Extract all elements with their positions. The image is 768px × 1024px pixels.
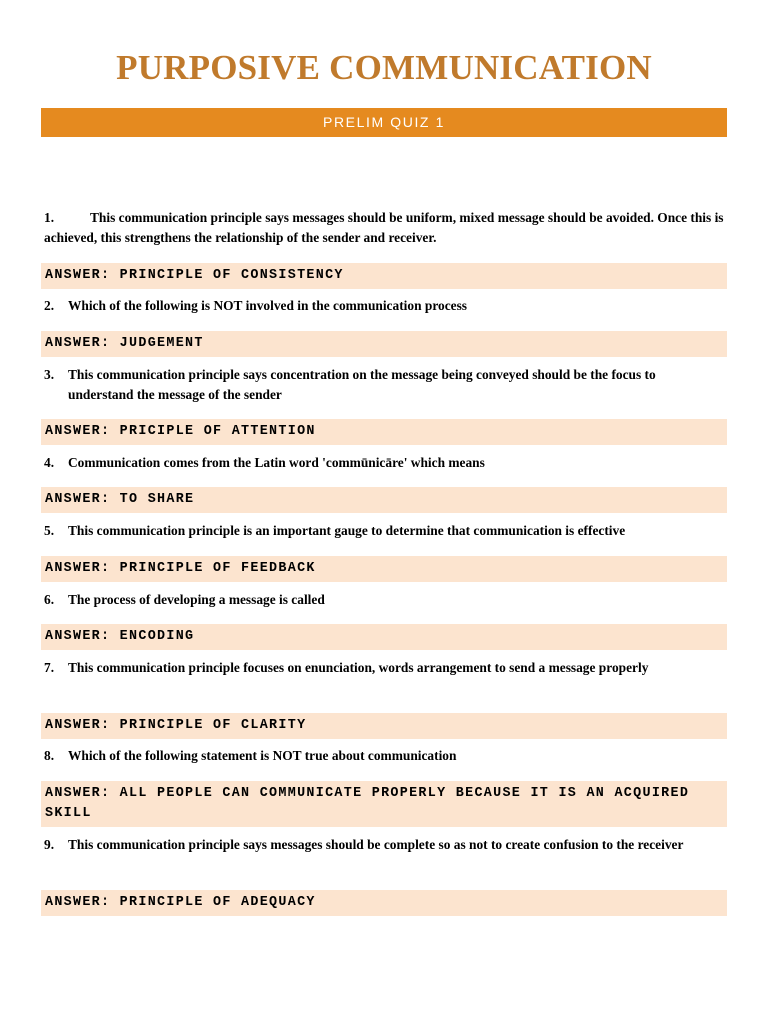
question-text: This communication principle says messages should be complete so as not to create confusion to the receiver xyxy=(68,837,684,852)
answer-bar: ANSWER: PRICIPLE OF ATTENTION xyxy=(41,419,727,445)
question-text: The process of developing a message is called xyxy=(68,592,325,607)
question-item xyxy=(44,365,724,405)
question-number: 7. xyxy=(44,660,55,675)
question-number: 4. xyxy=(44,455,55,470)
question-number: 2. xyxy=(44,298,55,313)
question-text: This communication principle says concentration on the message being conveyed should be the focus to understand the message of the sender xyxy=(68,367,656,402)
answer-bar: ANSWER: TO SHARE xyxy=(41,487,727,513)
question-item xyxy=(44,521,724,541)
question-item xyxy=(44,296,724,316)
question-item xyxy=(44,590,724,610)
answer-bar: ANSWER: PRINCIPLE OF FEEDBACK xyxy=(41,556,727,582)
answer-bar: ANSWER: PRINCIPLE OF CLARITY xyxy=(41,713,727,739)
question-item xyxy=(44,658,724,678)
question-number: 5. xyxy=(44,523,55,538)
question-item xyxy=(44,835,724,855)
question-number: 3. xyxy=(44,367,55,382)
answer-bar: ANSWER: JUDGEMENT xyxy=(41,331,727,357)
page-title: PURPOSIVE COMMUNICATION xyxy=(116,48,652,87)
question-text: Which of the following statement is NOT true about communication xyxy=(68,748,457,763)
question-number: 1. xyxy=(44,210,55,225)
question-text: This communication principle is an important gauge to determine that communication is effective xyxy=(68,523,626,538)
question-item xyxy=(44,746,724,766)
answer-bar: ANSWER: PRINCIPLE OF ADEQUACY xyxy=(41,890,727,916)
answer-bar: ANSWER: ENCODING xyxy=(41,624,727,650)
question-item xyxy=(44,208,724,248)
question-number: 6. xyxy=(44,592,55,607)
question-item xyxy=(44,453,724,473)
question-text: Which of the following is NOT involved in the communication process xyxy=(68,298,468,313)
question-text: Communication comes from the Latin word 'commūnicāre' which means xyxy=(68,455,485,470)
question-text: This communication principle focuses on enunciation, words arrangement to send a message properly xyxy=(68,660,649,675)
question-number: 8. xyxy=(44,748,55,763)
question-number: 9. xyxy=(44,837,55,852)
answer-bar: ANSWER: PRINCIPLE OF CONSISTENCY xyxy=(41,263,727,289)
answer-bar: ANSWER: ALL PEOPLE CAN COMMUNICATE PROPERLY BECAUSE IT IS AN ACQUIRED SKILL xyxy=(41,781,727,827)
question-text: This communication principle says messages should be uniform, mixed message should be avoided. Once this is achieved, this strengthens the relationship of the sender and receiver. xyxy=(44,210,724,245)
quiz-subtitle-banner: PRELIM QUIZ 1 xyxy=(41,108,727,137)
